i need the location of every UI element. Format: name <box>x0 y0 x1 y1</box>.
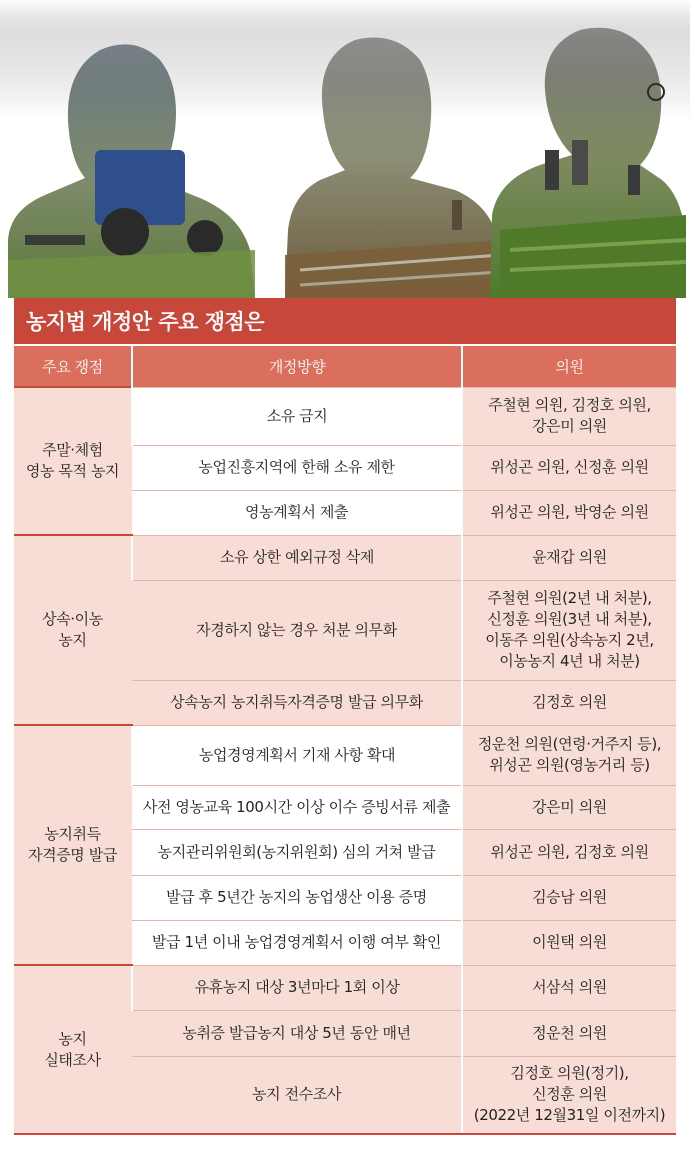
table-row <box>14 965 676 1010</box>
members-cell: 이원택 의원 <box>462 920 676 965</box>
members-cell: 김정호 의원(정기), 신정훈 의원 (2022년 12월31일 이전까지) <box>462 1056 676 1134</box>
table-row <box>14 535 676 580</box>
table-row <box>14 387 676 445</box>
members-cell: 주철현 의원(2년 내 처분), 신정훈 의원(3년 내 처분), 이동주 의원(상속농지 2년, 이농농지 4년 내 처분) <box>462 580 676 680</box>
direction-cell: 농업진흥지역에 한해 소유 제한 <box>132 445 462 490</box>
members-cell: 위성곤 의원, 김정호 의원 <box>462 829 676 875</box>
members-cell: 위성곤 의원, 박영순 의원 <box>462 490 676 535</box>
direction-cell: 농지 전수조사 <box>132 1056 462 1134</box>
direction-cell: 자경하지 않는 경우 처분 의무화 <box>132 580 462 680</box>
members-cell: 김승남 의원 <box>462 875 676 920</box>
category-cell: 주말·체험 영농 목적 농지 <box>14 387 132 535</box>
direction-cell: 상속농지 농지취득자격증명 발급 의무화 <box>132 680 462 725</box>
members-cell: 강은미 의원 <box>462 785 676 829</box>
direction-cell: 소유 금지 <box>132 387 462 445</box>
direction-cell: 사전 영농교육 100시간 이상 이수 증빙서류 제출 <box>132 785 462 829</box>
direction-cell: 소유 상한 예외규정 삭제 <box>132 535 462 580</box>
table-header-row <box>14 346 676 387</box>
members-cell: 주철현 의원, 김정호 의원, 강은미 의원 <box>462 387 676 445</box>
header-members: 의원 <box>462 346 676 387</box>
members-cell: 정운천 의원 <box>462 1010 676 1056</box>
direction-cell: 농업경영계획서 기재 사항 확대 <box>132 725 462 785</box>
header-direction: 개정방향 <box>132 346 462 387</box>
infographic-title: 농지법 개정안 주요 쟁점은 <box>14 298 676 344</box>
direction-cell: 농지관리위원회(농지위원회) 심의 거쳐 발급 <box>132 829 462 875</box>
direction-cell: 발급 1년 이내 농업경영계획서 이행 여부 확인 <box>132 920 462 965</box>
direction-cell: 농취증 발급농지 대상 5년 동안 매년 <box>132 1010 462 1056</box>
members-cell: 서삼석 의원 <box>462 965 676 1010</box>
table-row <box>14 725 676 785</box>
hero-photo-composite <box>0 0 690 298</box>
direction-cell: 영농계획서 제출 <box>132 490 462 535</box>
members-cell: 정운천 의원(연령·거주지 등), 위성곤 의원(영농거리 등) <box>462 725 676 785</box>
category-cell: 농지 실태조사 <box>14 965 132 1134</box>
silhouette-illustration <box>0 0 690 298</box>
members-cell: 김정호 의원 <box>462 680 676 725</box>
category-cell: 상속·이농 농지 <box>14 535 132 725</box>
issues-table <box>14 346 676 1135</box>
direction-cell: 발급 후 5년간 농지의 농업생산 이용 증명 <box>132 875 462 920</box>
header-issue: 주요 쟁점 <box>14 346 132 387</box>
members-cell: 위성곤 의원, 신정훈 의원 <box>462 445 676 490</box>
direction-cell: 유휴농지 대상 3년마다 1회 이상 <box>132 965 462 1010</box>
members-cell: 윤재갑 의원 <box>462 535 676 580</box>
category-cell: 농지취득 자격증명 발급 <box>14 725 132 965</box>
